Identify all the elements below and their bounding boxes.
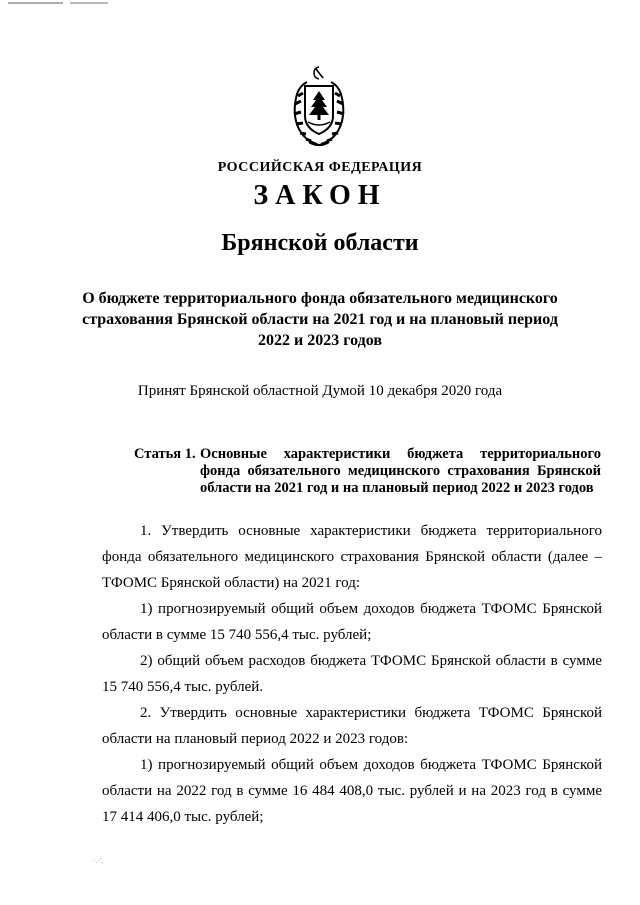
paragraph: 1) прогнозируемый общий объем доходов бюджета ТФОМС Брянской области на 2022 год в сумме 16 484 408,0 тыс. рублей и на 2023 год в сумме 17 414 406,0 тыс. рублей; [102,757,602,825]
adoption-line: Принят Брянской областной Думой 10 декабря 2020 года [137,383,503,399]
law-heading: ЗАКОН [253,180,387,211]
bryansk-coat-of-arms-icon [289,64,349,150]
paragraph: 2. Утвердить основные характеристики бюджета ТФОМС Брянской области на плановый период 2022 и 2023 годов: [102,705,602,747]
law-title: О бюджете территориального фонда обязательного медицинского страхования Брянской области на 2021 год и на плановый период 2022 и 2023 годов [82,290,558,349]
paragraph: 2) общий объем расходов бюджета ТФОМС Брянской области в сумме 15 740 556,4 тыс. рублей. [102,653,602,695]
article-number: Статья 1. [134,446,196,462]
scan-artifact [8,2,108,4]
article-body [102,518,602,830]
country-heading: РОССИЙСКАЯ ФЕДЕРАЦИЯ [217,160,423,175]
scan-mark: ·.·`, [93,857,104,865]
paragraph: 1. Утвердить основные характеристики бюджета территориального фонда обязательного медицинского страхования Брянской области (далее – ТФОМС Брянской области) на 2021 год: [102,523,602,591]
region-heading: Брянской области [221,230,419,256]
article-title: Основные характеристики бюджета территориального фонда обязательного медицинского страхования Брянской области на 2021 год и на плановый период 2022 и 2023 годов [200,446,601,496]
paragraph: 1) прогнозируемый общий объем доходов бюджета ТФОМС Брянской области в сумме 15 740 556,4 тыс. рублей; [102,601,602,643]
